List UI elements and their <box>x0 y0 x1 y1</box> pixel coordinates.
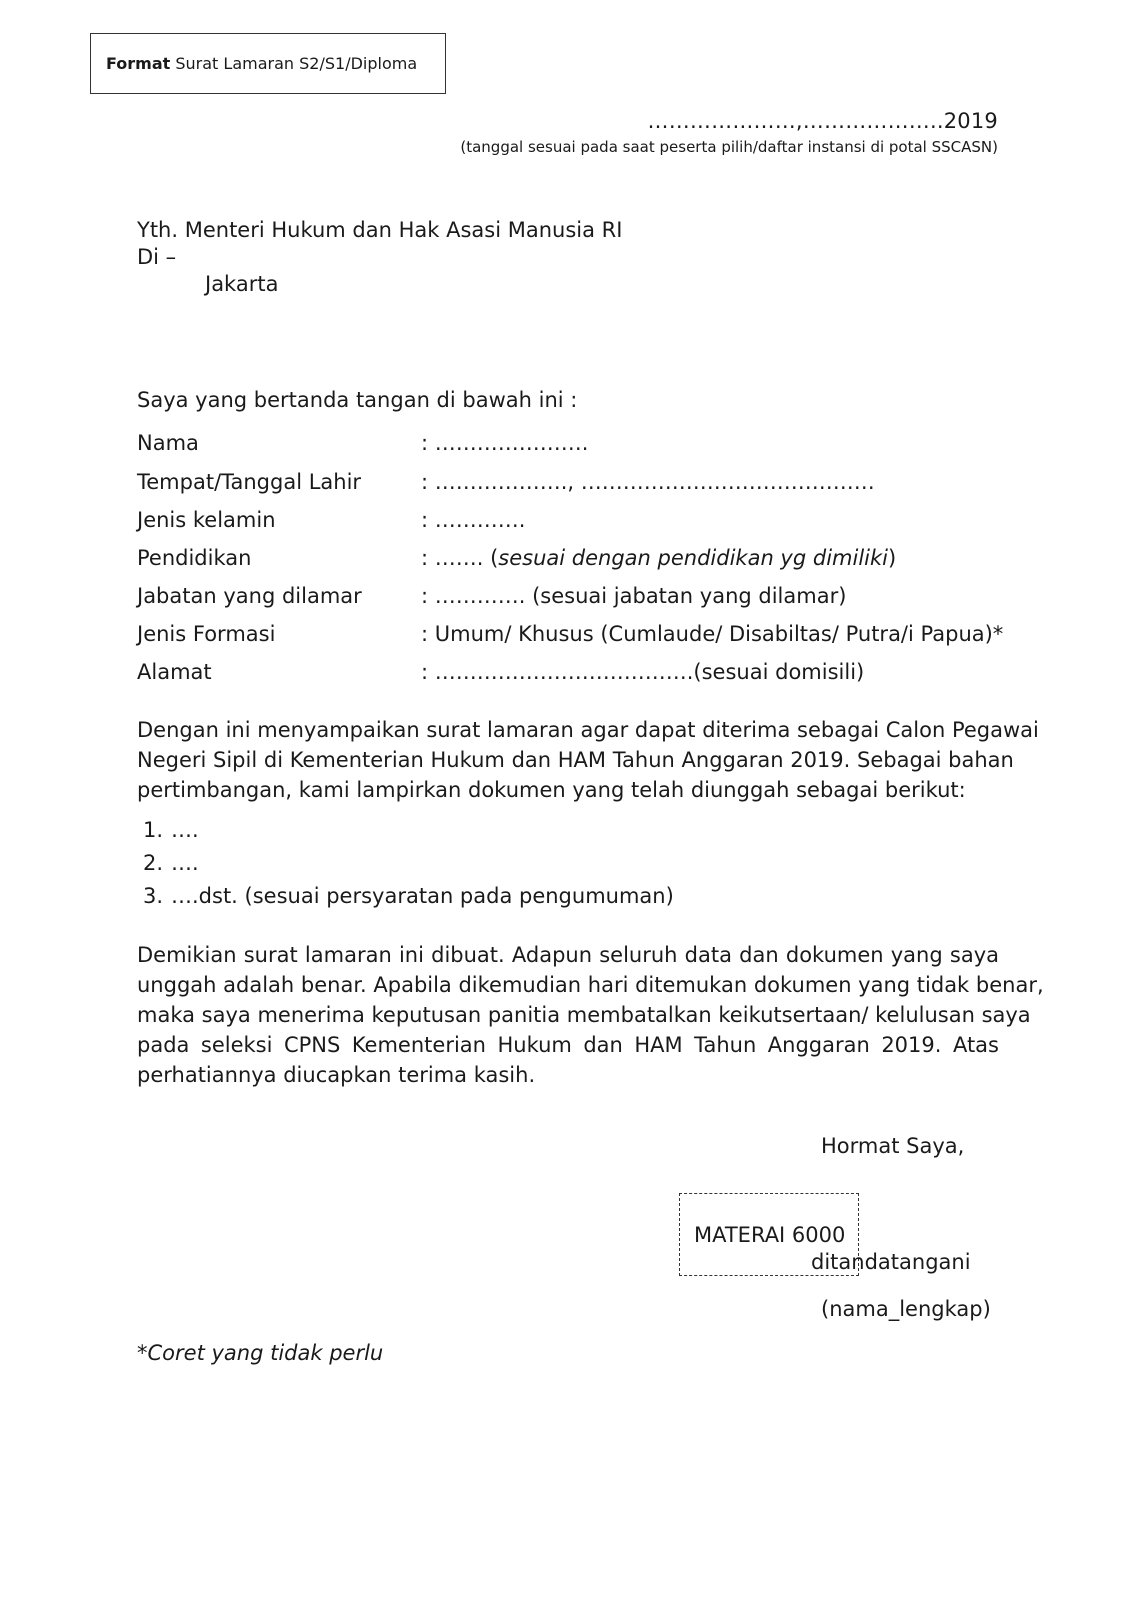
date-line: …………………,………………..2019 <box>647 109 998 133</box>
paragraph-line: pada seleksi CPNS Kementerian Hukum dan HAM Tahun Anggaran 2019. Atas <box>137 1033 999 1057</box>
field-value-jenis-kelamin: : …………. <box>421 508 526 532</box>
paragraph-line: perhatiannya diucapkan terima kasih. <box>137 1063 536 1087</box>
field-value-ttl: : ………………., …………………………………… <box>421 470 875 494</box>
list-number: 3. <box>143 884 164 908</box>
list-text: ….dst. (sesuai persyaratan pada pengumuman) <box>171 884 674 908</box>
list-text: …. <box>171 818 199 842</box>
recipient-city: Jakarta <box>205 272 279 296</box>
intro-text: Saya yang bertanda tangan di bawah ini : <box>137 388 578 412</box>
recipient-line: Yth. Menteri Hukum dan Hak Asasi Manusia RI <box>137 218 623 242</box>
stamp-label: MATERAI 6000 <box>694 1223 846 1247</box>
signed-text: ditandatangani <box>811 1250 971 1274</box>
field-value-pendidikan <box>421 546 896 570</box>
paragraph-line: pertimbangan, kami lampirkan dokumen yang telah diunggah sebagai berikut: <box>137 778 966 802</box>
paragraph-line: unggah adalah benar. Apabila dikemudian hari ditemukan dokumen yang tidak benar, <box>137 973 1044 997</box>
list-item <box>143 884 674 908</box>
pendidikan-suffix: ) <box>888 546 897 570</box>
list-item <box>143 818 199 842</box>
field-value-nama: : …………………. <box>421 431 589 455</box>
paragraph-application <box>137 715 1039 805</box>
field-value-alamat: : ……………………………….(sesuai domisili) <box>421 660 865 684</box>
footnote: *Coret yang tidak perlu <box>137 1341 384 1365</box>
pendidikan-italic: sesuai dengan pendidikan yg dimiliki <box>498 546 888 570</box>
field-value-formasi: : Umum/ Khusus (Cumlaude/ Disabiltas/ Putra/i Papua)* <box>421 622 1004 646</box>
field-label-jabatan: Jabatan yang dilamar <box>137 584 362 608</box>
paragraph-closing <box>137 940 1044 1090</box>
format-title-box <box>90 33 446 94</box>
list-number: 2. <box>143 851 164 875</box>
paragraph-line: Dengan ini menyampaikan surat lamaran agar dapat diterima sebagai Calon Pegawai <box>137 718 1039 742</box>
pendidikan-prefix: : ……. ( <box>421 546 499 570</box>
date-note: (tanggal sesuai pada saat peserta pilih/daftar instansi di potal SSCASN) <box>460 138 998 156</box>
field-label-alamat: Alamat <box>137 660 212 684</box>
list-number: 1. <box>143 818 164 842</box>
field-label-pendidikan: Pendidikan <box>137 546 252 570</box>
paragraph-line: Demikian surat lamaran ini dibuat. Adapun seluruh data dan dokumen yang saya <box>137 943 999 967</box>
field-value-jabatan: : …………. (sesuai jabatan yang dilamar) <box>421 584 847 608</box>
recipient-di: Di – <box>137 245 177 269</box>
closing-greeting: Hormat Saya, <box>821 1134 965 1158</box>
paragraph-line: Negeri Sipil di Kementerian Hukum dan HAM Tahun Anggaran 2019. Sebagai bahan <box>137 748 1014 772</box>
list-item <box>143 851 199 875</box>
paragraph-line: maka saya menerima keputusan panitia membatalkan keikutsertaan/ kelulusan saya <box>137 1003 1031 1027</box>
format-title-rest: Surat Lamaran S2/S1/Diploma <box>170 54 418 73</box>
list-text: …. <box>171 851 199 875</box>
signer-name: (nama_lengkap) <box>821 1297 991 1321</box>
field-label-formasi: Jenis Formasi <box>137 622 276 646</box>
format-title-bold: Format <box>106 54 171 73</box>
field-label-jenis-kelamin: Jenis kelamin <box>137 508 276 532</box>
field-label-nama: Nama <box>137 431 199 455</box>
field-label-ttl: Tempat/Tanggal Lahir <box>137 470 362 494</box>
